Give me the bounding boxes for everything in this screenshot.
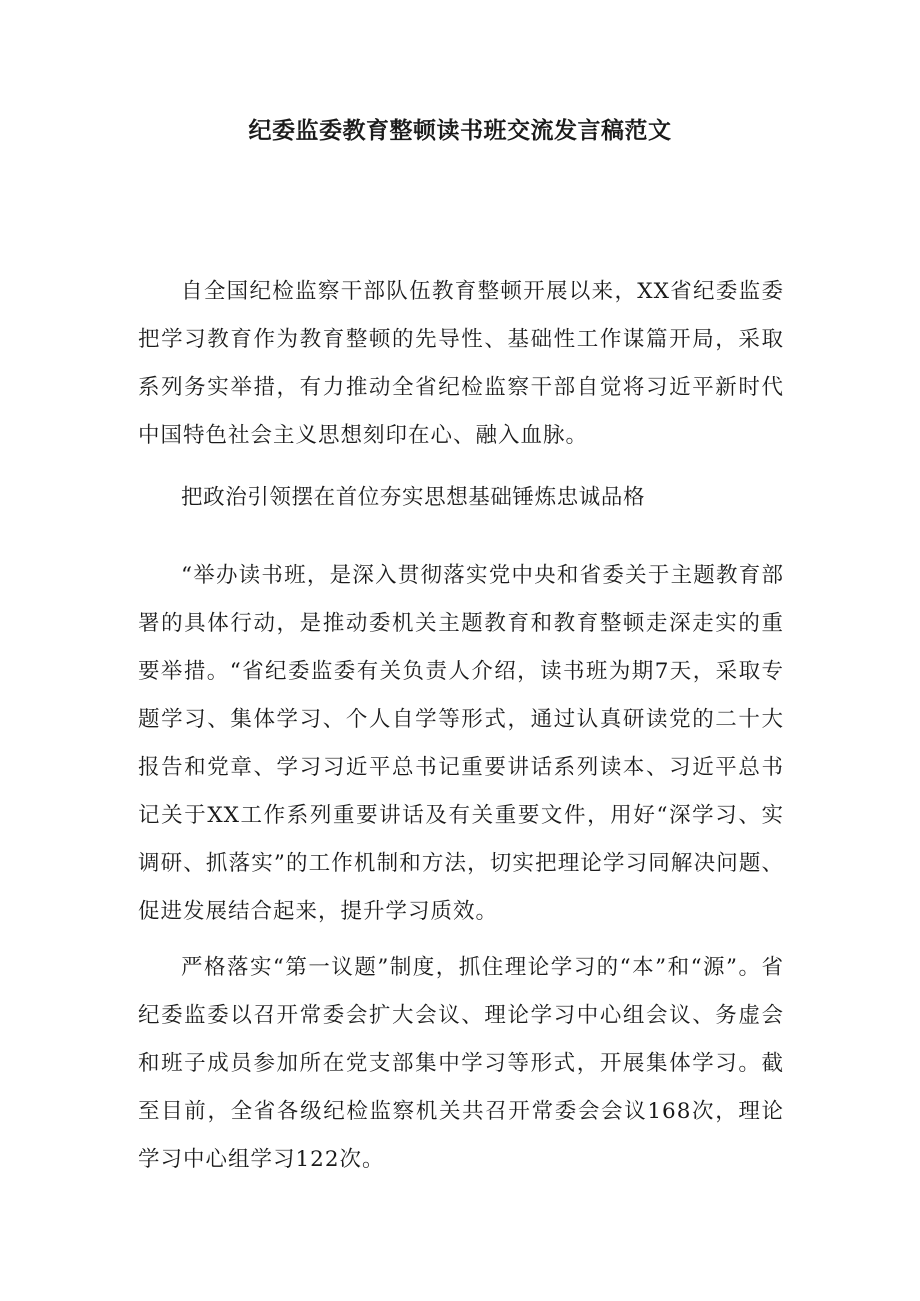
section-heading: 把政治引领摆在首位夯实思想基础锤炼忠诚品格 — [181, 485, 646, 510]
document-title: 纪委监委教育整顿读书班交流发言稿范文 — [248, 117, 672, 144]
document-body — [138, 268, 784, 1184]
first-agenda-paragraph: 严格落实“第一议题”制度，抓住理论学习的“本”和“源”。省纪委监委以召开常委会扩大会议、理论学习中心组会议、务虚会和班子成员参加所在党支部集中学习等形式，开展集体学习。截至目前，全省各级纪检监察机关共召开常委会会议168次，理论学习中心组学习122次。 — [138, 955, 784, 1172]
reading-class-paragraph: “举办读书班，是深入贯彻落实党中央和省委关于主题教育部署的具体行动，是推动委机关主题教育和教育整顿走深走实的重要举措。“省纪委监委有关负责人介绍，读书班为期7天，采取专题学习、集体学习、个人自学等形式，通过认真研读党的二十大报告和党章、学习习近平总书记重要讲话系列读本、习近平总书记关于XX工作系列重要讲话及有关重要文件，用好“深学习、实调研、抓落实”的工作机制和方法，切实把理论学习同解决问题、促进发展结合起来，提升学习质效。 — [138, 563, 784, 924]
intro-paragraph: 自全国纪检监察干部队伍教育整顿开展以来，XX省纪委监委把学习教育作为教育整顿的先导性、基础性工作谋篇开局，采取系列务实举措，有力推动全省纪检监察干部自觉将习近平新时代中国特色社会主义思想刻印在心、融入血脉。 — [138, 279, 784, 448]
